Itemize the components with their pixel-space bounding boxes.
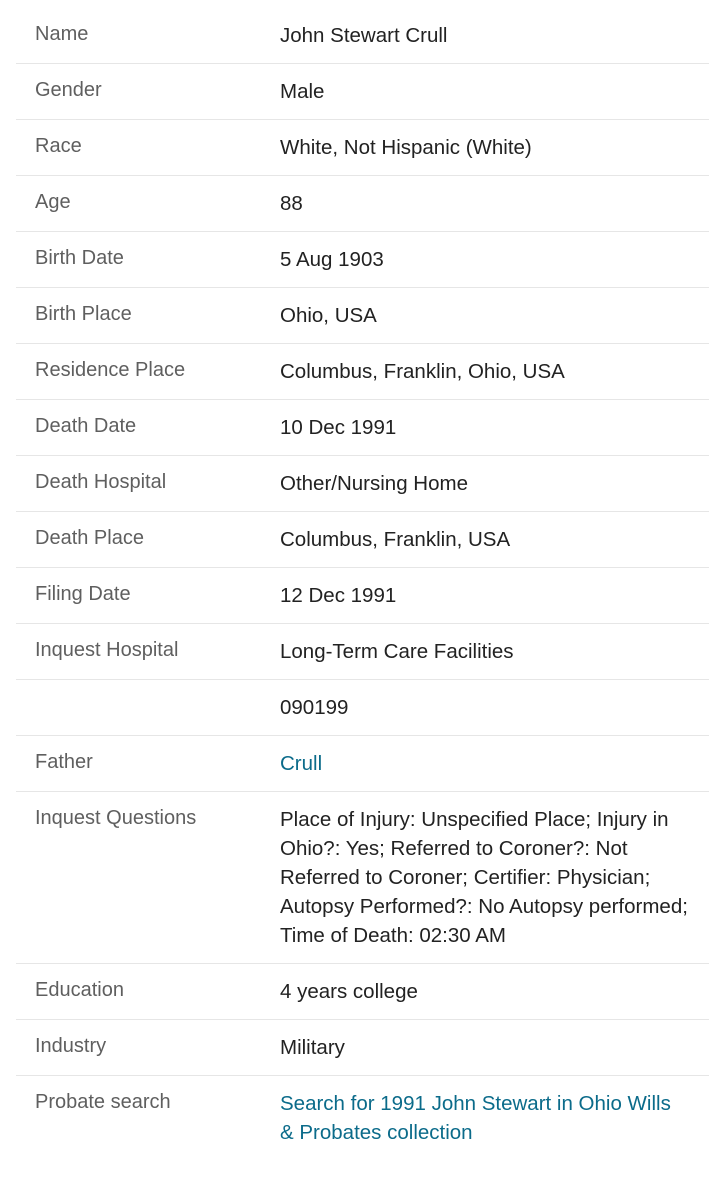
field-label: Residence Place [35, 359, 186, 381]
field-label: Inquest Hospital [35, 639, 179, 661]
field-label: Death Place [35, 527, 144, 549]
row-birth-date [16, 232, 709, 288]
field-value: Columbus, Franklin, USA [280, 528, 511, 551]
field-value: Place of Injury: Unspecified Place; Injury in Ohio?: Yes; Referred to Coroner?: Not Referred to Coroner; Certifier: Physician; Autopsy Performed?: No Autopsy performed; Time of Death: 02:30 AM [280, 808, 688, 947]
field-value: 10 Dec 1991 [280, 416, 397, 439]
row-education [16, 964, 709, 1020]
field-value: John Stewart Crull [280, 24, 448, 47]
field-value: 88 [280, 192, 303, 215]
field-value: 090199 [280, 696, 349, 719]
row-gender [16, 64, 709, 120]
field-label: Birth Place [35, 303, 132, 325]
field-value: Other/Nursing Home [280, 472, 468, 495]
row-industry [16, 1020, 709, 1076]
row-filing-date [16, 568, 709, 624]
field-label: Race [35, 135, 82, 157]
field-label: Death Hospital [35, 471, 167, 493]
field-label: Inquest Questions [35, 807, 197, 829]
row-name [16, 8, 709, 64]
field-label: Name [35, 23, 89, 45]
row-age [16, 176, 709, 232]
row-residence-place [16, 344, 709, 400]
field-value: Male [280, 80, 325, 103]
row-probate-search [16, 1076, 709, 1160]
field-label: Probate search [35, 1091, 171, 1113]
row-unlabeled-code [16, 680, 709, 736]
row-father [16, 736, 709, 792]
field-label: Age [35, 191, 71, 213]
probate-search-link[interactable]: Search for 1991 John Stewart in Ohio Wills & Probates collection [280, 1092, 671, 1144]
field-label: Industry [35, 1035, 107, 1057]
field-label [16, 680, 280, 735]
field-label: Education [35, 979, 124, 1001]
field-value: White, Not Hispanic (White) [280, 136, 532, 159]
field-label: Death Date [35, 415, 137, 437]
row-birth-place [16, 288, 709, 344]
field-value: Military [280, 1036, 345, 1059]
field-label: Filing Date [35, 583, 131, 605]
row-death-hospital [16, 456, 709, 512]
field-label: Gender [35, 79, 102, 101]
row-death-date [16, 400, 709, 456]
field-value: 12 Dec 1991 [280, 584, 397, 607]
row-inquest-hospital [16, 624, 709, 680]
father-link[interactable]: Crull [280, 752, 323, 775]
field-value: 4 years college [280, 980, 418, 1003]
row-race [16, 120, 709, 176]
field-value: Long-Term Care Facilities [280, 640, 514, 663]
field-label: Birth Date [35, 247, 124, 269]
field-label: Father [35, 751, 93, 773]
row-death-place [16, 512, 709, 568]
record-table [16, 8, 709, 1160]
field-value: Columbus, Franklin, Ohio, USA [280, 360, 565, 383]
row-inquest-questions [16, 792, 709, 964]
field-value: Ohio, USA [280, 304, 377, 327]
field-value: 5 Aug 1903 [280, 248, 384, 271]
